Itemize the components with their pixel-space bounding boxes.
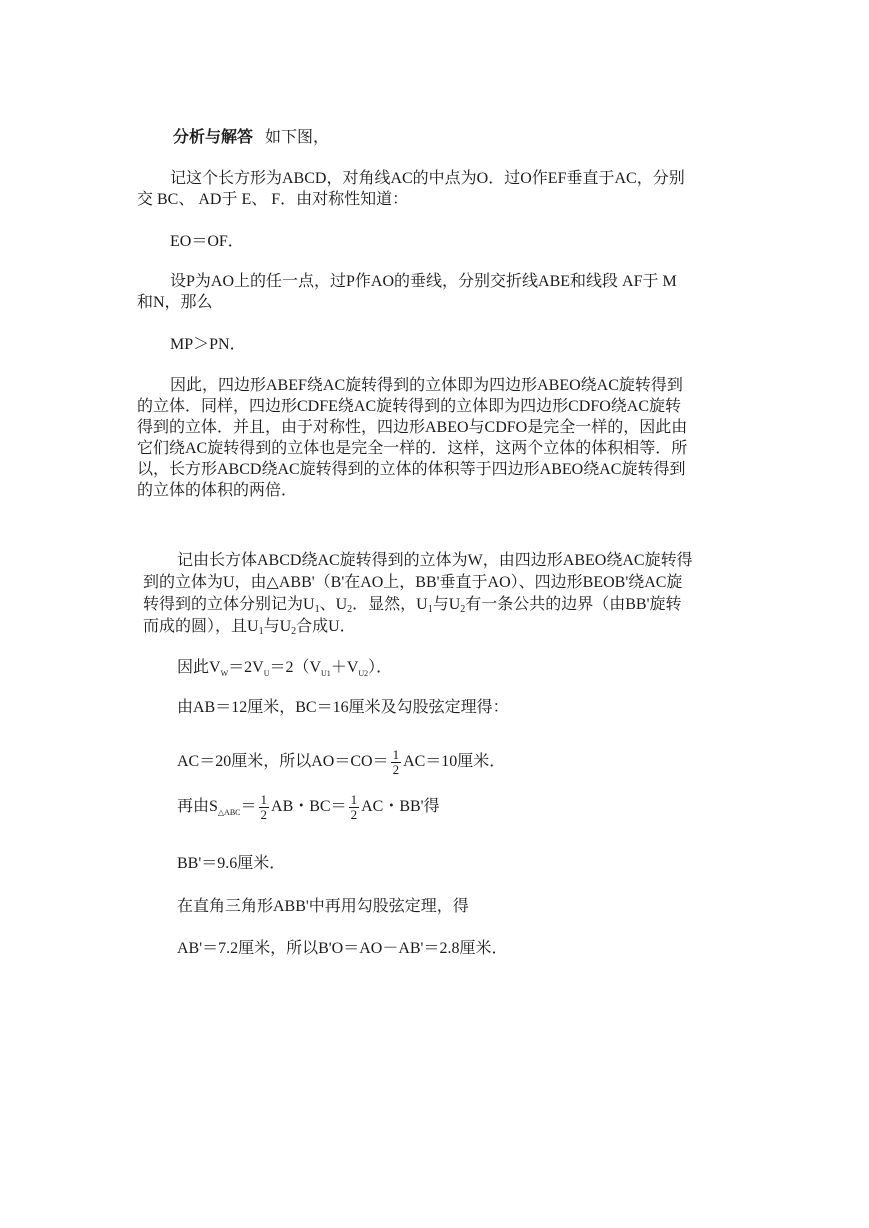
heading-rest: 如下图， bbox=[265, 129, 330, 146]
fraction-half-1: $\frac{1}{2}$ bbox=[260, 791, 268, 822]
para3-line6: 的立体的体积的两倍． bbox=[137, 482, 298, 499]
para4-line3: 转得到的立体分别记为$U_1$、$U_2$．显然，$U_1$与$U_2$有一条公共的边界（由BB'旋转 bbox=[143, 596, 682, 615]
equation-eo-of: EO＝OF． bbox=[170, 233, 244, 250]
para3-line2: 的立体．同样，四边形CDFE绕AC旋转得到的立体即为四边形CDFO绕AC旋转 bbox=[137, 398, 682, 415]
fraction-half-2: $\frac{1}{2}$ bbox=[350, 791, 358, 822]
equation-area: 再由$S_{\triangle ABC}=$ $\frac{1}{2}$ AB・BC＝ $\frac{1}{2}$ AC・BB'得 bbox=[177, 791, 440, 822]
equation-bb: BB'＝9.6厘米． bbox=[177, 855, 286, 872]
para4-line4: 而成的圆），且$U_1$与$U_2$合成U． bbox=[143, 618, 356, 637]
para2-line2: 和N，那么 bbox=[137, 294, 213, 311]
heading-bold: 分析与解答 bbox=[173, 129, 254, 146]
para3-line4: 它们绕AC旋转得到的立体也是完全一样的．这样，这两个立体的体积相等．所 bbox=[137, 440, 688, 457]
fraction-half: $\frac{1}{2}$ bbox=[392, 746, 400, 777]
para1-line2: 交 BC、 AD于 E、 F．由对称性知道： bbox=[137, 191, 409, 208]
equation-ac: AC＝20厘米，所以AO＝CO＝ $\frac{1}{2}$ AC＝10厘米． bbox=[177, 746, 506, 777]
para3-line5: 以，长方形ABCD绕AC旋转得到的立体的体积等于四边形ABEO绕AC旋转得到 bbox=[137, 461, 686, 478]
equation-mp-pn: MP＞PN． bbox=[170, 336, 246, 353]
para4-line2: 到的立体为U，由△ABB'（B'在AO上，BB'垂直于AO）、四边形BEOB'绕AC旋 bbox=[143, 574, 683, 591]
equation-volume: 因此$V_W=2V_U=2(V_{U1}+V_{U2})$． bbox=[177, 659, 393, 678]
para3-line3: 得到的立体．并且，由于对称性，四边形ABEO与CDFO是完全一样的，因此由 bbox=[137, 419, 688, 436]
heading bbox=[173, 127, 329, 149]
para3-line1: 因此，四边形ABEF绕AC旋转得到的立体即为四边形ABEO绕AC旋转得到 bbox=[170, 377, 683, 394]
para1-line1: 记这个长方形为ABCD，对角线AC的中点为O．过O作EF垂直于AC，分别 bbox=[170, 170, 685, 187]
equation-right-triangle: 在直角三角形ABB'中再用勾股弦定理，得 bbox=[177, 898, 469, 915]
para2-line1: 设P为AO上的任一点，过P作AO的垂线，分别交折线ABE和线段 AF于 M bbox=[170, 273, 677, 290]
equation-ab-prime: AB'＝7.2厘米，所以B'O＝AO－AB'＝2.8厘米． bbox=[177, 940, 508, 957]
para4-line1: 记由长方体ABCD绕AC旋转得到的立体为W，由四边形ABEO绕AC旋转得 bbox=[177, 552, 693, 569]
equation-ab-bc: 由AB＝12厘米，BC＝16厘米及勾股弦定理得： bbox=[177, 699, 509, 716]
